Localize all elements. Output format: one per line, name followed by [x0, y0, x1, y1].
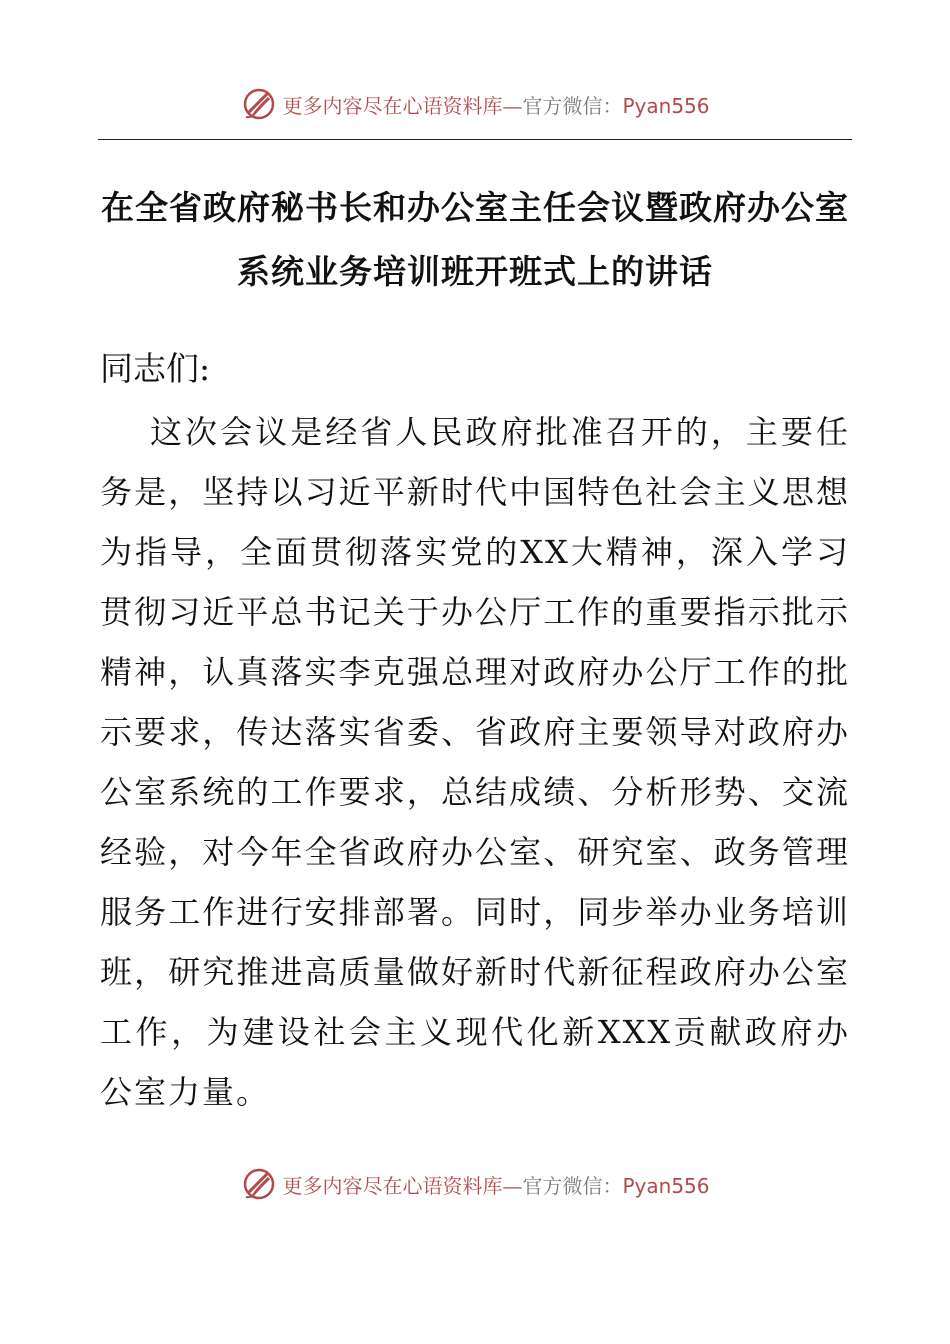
banner-wechat-id: Pyan556: [622, 1173, 710, 1198]
salutation: 同志们:: [100, 349, 211, 388]
footer-banner: [0, 1162, 950, 1206]
body-paragraph: 这次会议是经省人民政府批准召开的，主要任务是，坚持以习近平新时代中国特色社会主义思想为指导，全面贯彻落实党的XX大精神，深入学习贯彻习近平总书记关于办公厅工作的重要指示批示精神，认真落实李克强总理对政府办公厅工作的批示要求，传达落实省委、省政府主要领导对政府办公室系统的工作要求，总结成绩、分析形势、交流经验，对今年全省政府办公室、研究室、政务管理服务工作进行安排部署。同时，同步举办业务培训班，研究推进高质量做好新时代新征程政府办公室工作，为建设社会主义现代化新XXX贡献政府办公室力量。: [100, 413, 850, 1111]
banner-text: [282, 1170, 709, 1199]
banner-separator: —: [502, 93, 523, 118]
banner-wechat-label: 官方微信：: [522, 1173, 623, 1198]
banner-main-text: 更多内容尽在心语资料库: [282, 1173, 503, 1198]
banner-wechat-label: 官方微信：: [522, 93, 623, 118]
header-banner: [0, 82, 950, 126]
banner-text: [282, 90, 709, 119]
logo-icon: [240, 1165, 278, 1203]
banner-wechat-id: Pyan556: [622, 93, 710, 118]
header-divider: [98, 139, 852, 140]
document-title: 在全省政府秘书长和办公室主任会议暨政府办公室系统业务培训班开班式上的讲话: [101, 188, 849, 291]
banner-separator: —: [502, 1173, 523, 1198]
logo-icon: [240, 85, 278, 123]
banner-main-text: 更多内容尽在心语资料库: [282, 93, 503, 118]
